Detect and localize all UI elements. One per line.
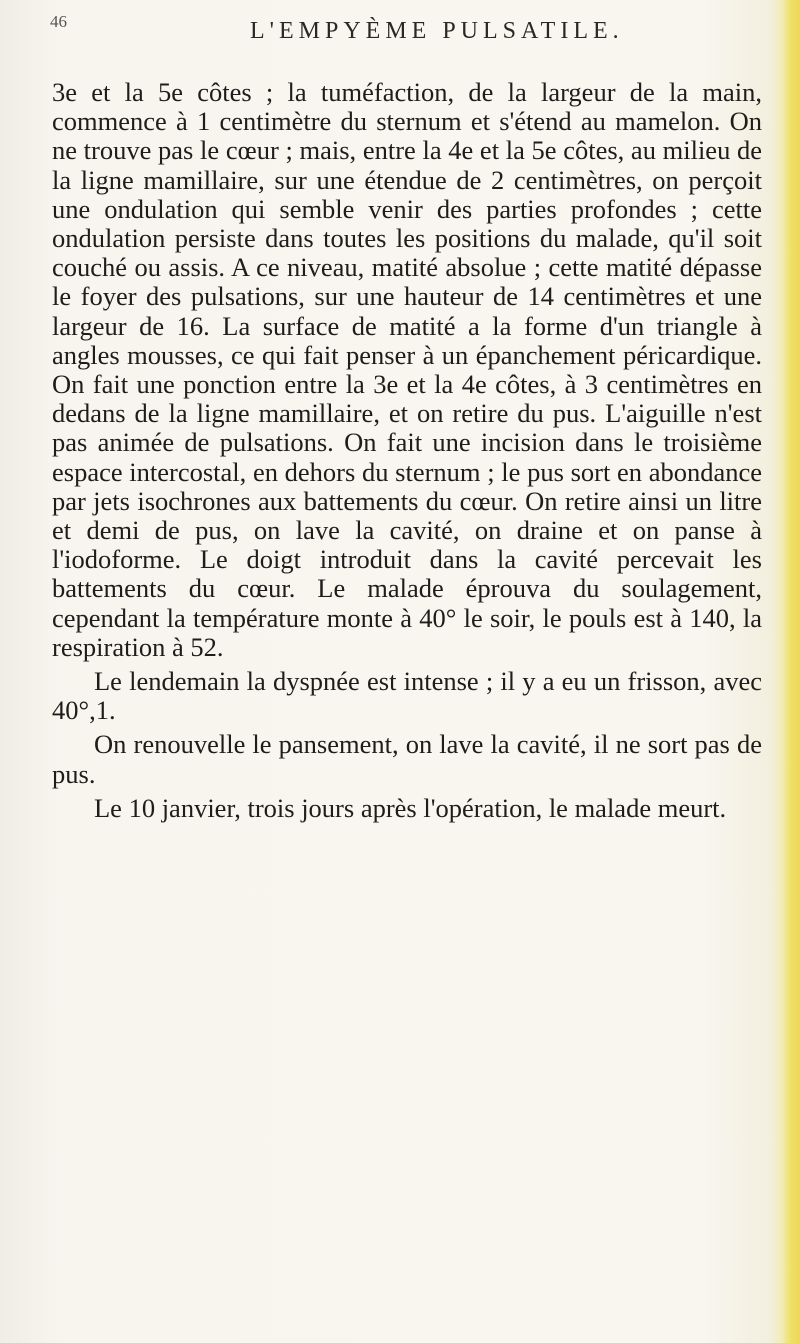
paragraph-3: On renouvelle le pansement, on lave la cavité, il ne sort pas de pus. [52,729,762,789]
paragraph-4: Le 10 janvier, trois jours après l'opération, le malade meurt. [94,792,727,823]
body-text [52,78,762,823]
running-head: L'EMPYÈME PULSATILE. [250,18,624,44]
page-number: 46 [50,12,67,31]
paragraph-2: Le lendemain la dyspnée est intense ; il y a eu un frisson, avec 40°,1. [52,666,762,726]
paragraph-1: 3e et la 5e côtes ; la tuméfaction, de la largeur de la main, commence à 1 centimètre du sternum et s'étend au mamelon. On ne trouve pas le cœur ; mais, entre la 4e et la 5e côtes, au milieu de la ligne mamillaire, sur une étendue de 2 centimètres, on perçoit une ondulation qui semble venir des parties profondes ; cette ondulation persiste dans toutes les positions du malade, qu'il soit couché ou assis. A ce niveau, matité absolue ; cette matité dépasse le foyer des pulsations, sur une hauteur de 14 centimètres et une largeur de 16. La surface de matité a la forme d'un triangle à angles mousses, ce qui fait penser à un épanchement péricardique. On fait une ponction entre la 3e et la 4e côtes, à 3 centimètres en dedans de la ligne mamillaire, et on retire du pus. L'aiguille n'est pas animée de pulsations. On fait une incision dans le troisième espace intercostal, en dehors du sternum ; le pus sort en abondance par jets isochrones aux battements du cœur. On retire ainsi un litre et demi de pus, on lave la cavité, on draine et on panse à l'iodoforme. Le doigt introduit dans la cavité percevait les battements du cœur. Le malade éprouva du soulagement, cependant la température monte à 40° le soir, le pouls est à 140, la respiration à 52. [52,77,762,662]
page-edge-shadow [782,0,800,1343]
